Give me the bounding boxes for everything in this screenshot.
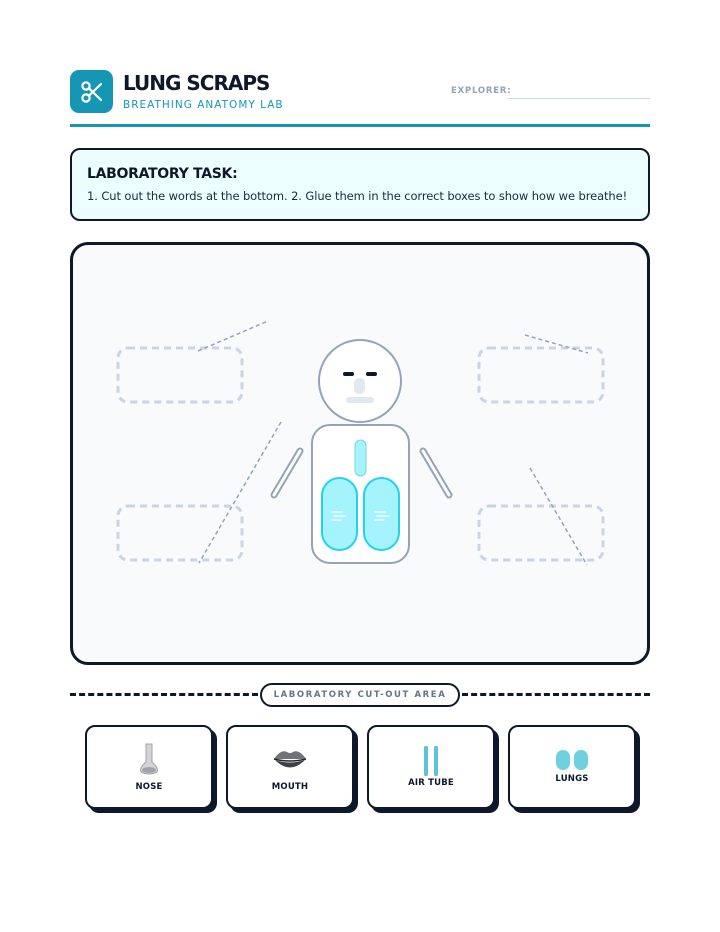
label-box-bottom-left[interactable] bbox=[118, 506, 242, 560]
air-tube-icon bbox=[369, 745, 493, 777]
figure-mouth bbox=[346, 397, 374, 403]
cutout-card-mouth[interactable] bbox=[226, 725, 354, 809]
label-box-bottom-right[interactable] bbox=[479, 506, 603, 560]
cut-line-right bbox=[462, 693, 650, 696]
worksheet-header bbox=[70, 70, 650, 126]
figure-nose bbox=[354, 378, 365, 394]
card-label-air-tube: AIR TUBE bbox=[408, 778, 454, 788]
lungs-icon bbox=[510, 749, 634, 771]
explorer-label: EXPLORER: bbox=[451, 86, 512, 96]
figure-arm-right-inner bbox=[423, 451, 449, 495]
cutout-card-nose[interactable] bbox=[85, 725, 213, 809]
figure-eye-left bbox=[343, 372, 354, 376]
card-label-lungs: LUNGS bbox=[555, 774, 589, 784]
label-box-top-right[interactable] bbox=[479, 348, 603, 402]
nose-icon bbox=[87, 742, 211, 776]
task-title: LABORATORY TASK: bbox=[87, 166, 238, 182]
anatomy-diagram-panel bbox=[70, 242, 650, 665]
pointer-line-bottom-right bbox=[530, 468, 587, 565]
scissors-icon bbox=[70, 70, 113, 113]
pointer-line-bottom-left bbox=[199, 422, 281, 563]
lips-icon bbox=[228, 748, 352, 772]
figure-windpipe bbox=[355, 440, 366, 476]
cutout-card-air-tube[interactable] bbox=[367, 725, 495, 809]
task-box bbox=[70, 148, 650, 221]
card-label-nose: NOSE bbox=[135, 782, 163, 792]
card-label-mouth: MOUTH bbox=[271, 782, 309, 792]
figure-arm-left-inner bbox=[274, 451, 300, 495]
worksheet-subtitle: BREATHING ANATOMY LAB bbox=[123, 99, 284, 111]
figure-lung-right bbox=[364, 478, 399, 550]
cutout-card-lungs[interactable] bbox=[508, 725, 636, 809]
figure-lung-left bbox=[322, 478, 357, 550]
task-instructions: 1. Cut out the words at the bottom. 2. Glue them in the correct boxes to show how we breathe! bbox=[87, 189, 628, 203]
cut-line-left bbox=[70, 693, 258, 696]
figure-eye-right bbox=[366, 372, 377, 376]
cutout-area-label: LABORATORY CUT-OUT AREA bbox=[260, 683, 460, 707]
label-box-top-left[interactable] bbox=[118, 348, 242, 402]
explorer-name-line[interactable] bbox=[508, 98, 650, 99]
header-divider bbox=[70, 124, 650, 127]
body-diagram bbox=[73, 245, 647, 662]
pointer-line-top-right bbox=[525, 335, 588, 353]
worksheet-title: LUNG SCRAPS bbox=[123, 71, 270, 95]
pointer-line-top-left bbox=[198, 321, 268, 351]
